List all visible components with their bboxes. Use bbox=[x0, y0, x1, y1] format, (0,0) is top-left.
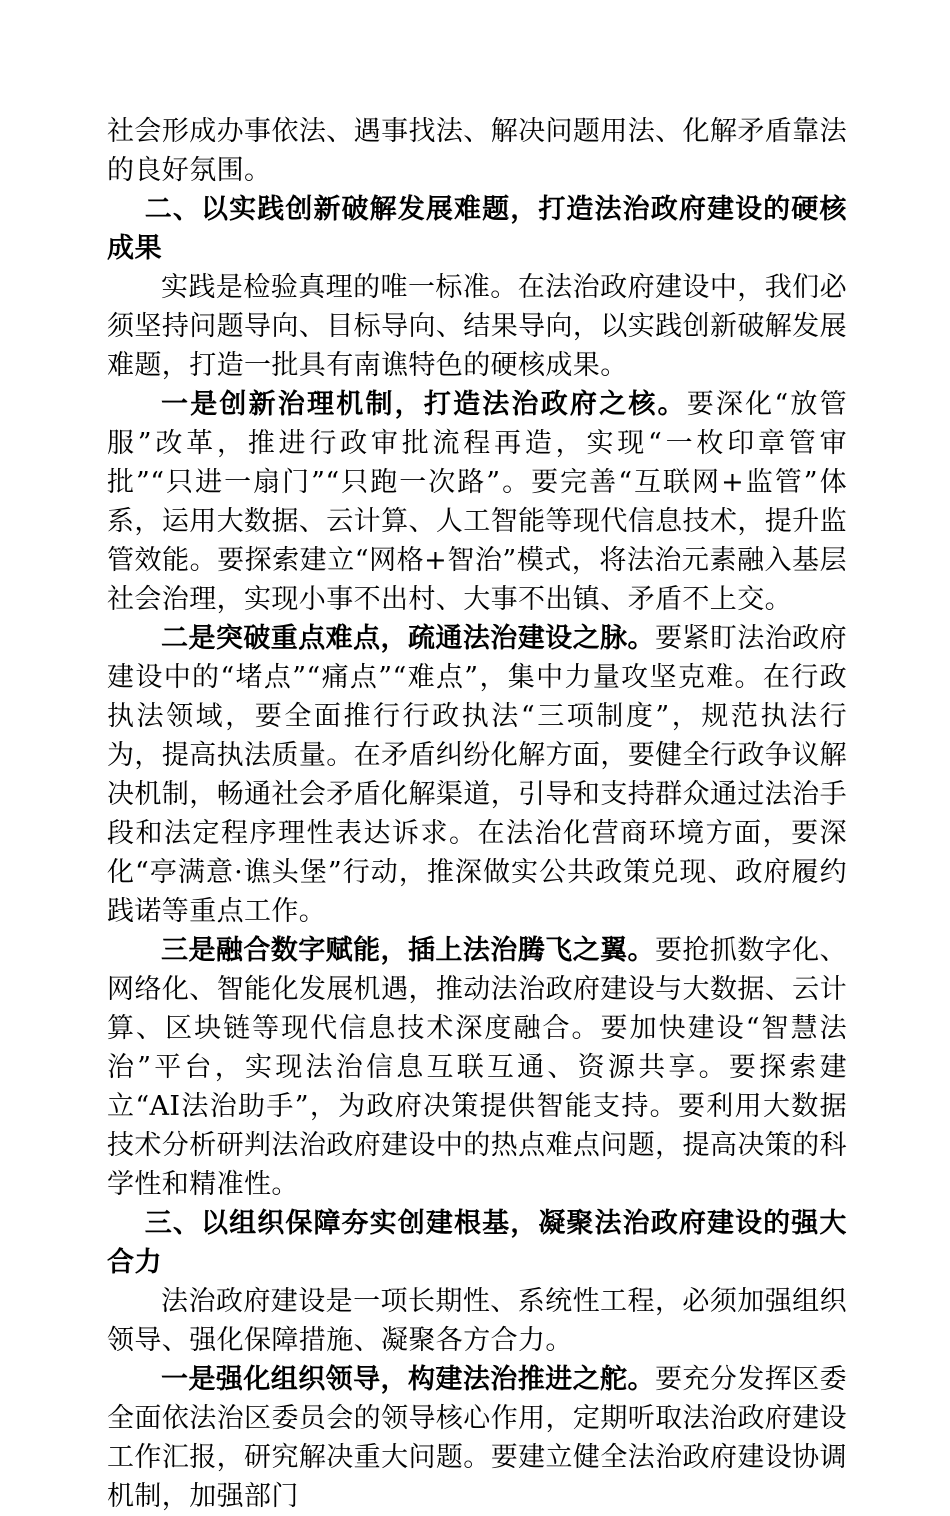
paragraph-section3-point1: 一是强化组织领导，构建法治推进之舵。要充分发挥区委全面依法治区委员会的领导核心作用，定期听取法治政府建设工作汇报，研究解决重大问题。要建立健全法治政府建设协调机制，加强部门 bbox=[107, 1364, 847, 1512]
section-heading-2: 二、以实践创新破解发展难题，打造法治政府建设的硬核成果 bbox=[107, 194, 847, 264]
paragraph-section2-intro: 实践是检验真理的唯一标准。在法治政府建设中，我们必须坚持问题导向、目标导向、结果导向，以实践创新破解发展难题，打造一批具有南谯特色的硬核成果。 bbox=[107, 272, 847, 381]
point-lead: 二是突破重点难点，疏通法治建设之脉。 bbox=[161, 623, 655, 654]
paragraph-intro-tail: 社会形成办事依法、遇事找法、解决问题用法、化解矛盾靠法的良好氛围。 bbox=[107, 116, 847, 186]
document-page bbox=[107, 112, 847, 1516]
paragraph-section3-intro: 法治政府建设是一项长期性、系统性工程，必须加强组织领导、强化保障措施、凝聚各方合力。 bbox=[107, 1286, 847, 1356]
point-lead: 三是融合数字赋能，插上法治腾飞之翼。 bbox=[161, 935, 655, 966]
point-lead: 一是创新治理机制，打造法治政府之核。 bbox=[161, 389, 687, 420]
point-lead: 一是强化组织领导，构建法治推进之舵。 bbox=[161, 1364, 655, 1395]
paragraph-section2-point3: 三是融合数字赋能，插上法治腾飞之翼。要抢抓数字化、网络化、智能化发展机遇，推动法治政府建设与大数据、云计算、区块链等现代信息技术深度融合。要加快建设“智慧法治”平台，实现法治信息互联互通、资源共享。要探索建立“AI法治助手”，为政府决策提供智能支持。要利用大数据技术分析研判法治政府建设中的热点难点问题，提高决策的科学性和精准性。 bbox=[107, 935, 847, 1200]
paragraph-section2-point1: 一是创新治理机制，打造法治政府之核。要深化“放管服”改革，推进行政审批流程再造，实现“一枚印章管审批”“只进一扇门”“只跑一次路”。要完善“互联网+监管”体系，运用大数据、云计算、人工智能等现代信息技术，提升监管效能。要探索建立“网格+智治”模式，将法治元素融入基层社会治理，实现小事不出村、大事不出镇、矛盾不上交。 bbox=[107, 389, 848, 615]
paragraph-section2-point2: 二是突破重点难点，疏通法治建设之脉。要紧盯法治政府建设中的“堵点”“痛点”“难点”，集中力量攻坚克难。在行政执法领域，要全面推行行政执法“三项制度”，规范执法行为，提高执法质量。在矛盾纠纷化解方面，要健全行政争议解决机制，畅通社会矛盾化解渠道，引导和支持群众通过法治手段和法定程序理性表达诉求。在法治化营商环境方面，要深化“亭满意·谯头堡”行动，推深做实公共政策兑现、政府履约践诺等重点工作。 bbox=[107, 623, 847, 927]
section-heading-3: 三、以组织保障夯实创建根基，凝聚法治政府建设的强大合力 bbox=[107, 1208, 847, 1278]
